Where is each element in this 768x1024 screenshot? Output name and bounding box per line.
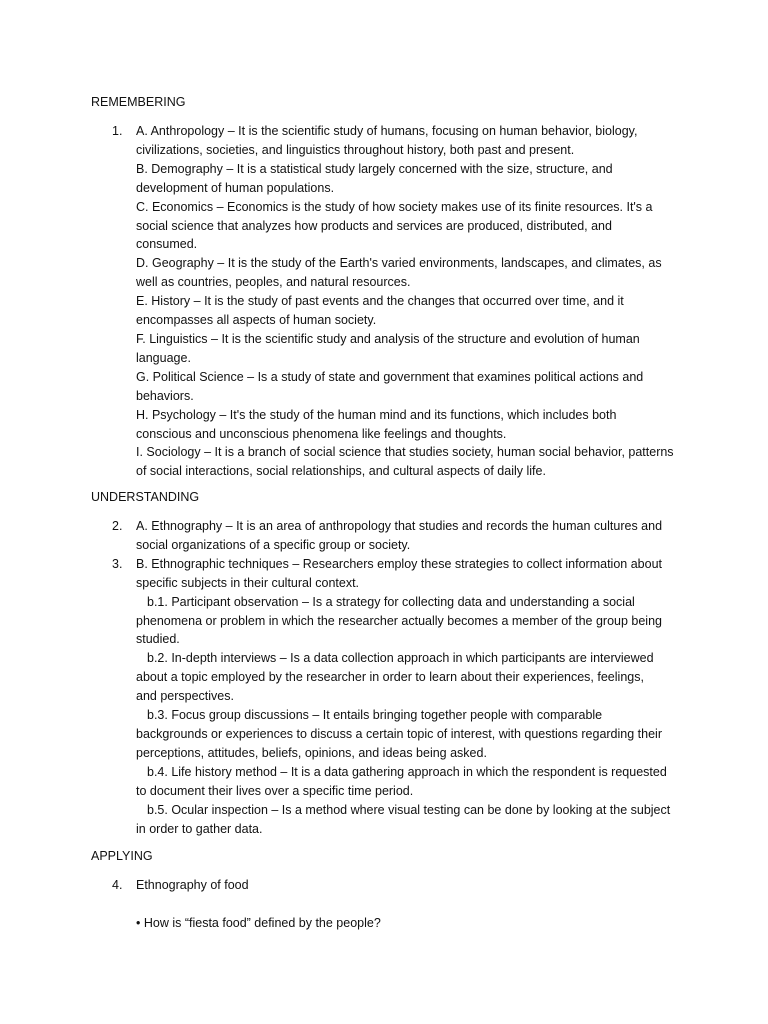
- definition-line: social science that analyzes how products and services are produced, distributed, and: [136, 218, 612, 233]
- list-item-number: 3.: [112, 556, 123, 571]
- technique-line: perceptions, attitudes, beliefs, opinions, and ideas being asked.: [136, 745, 487, 760]
- list-item-number: 4.: [112, 878, 123, 892]
- topic-line: Ethnography of food: [136, 878, 249, 892]
- technique-line: b.1. Participant observation – Is a strategy for collecting data and understanding a social: [147, 594, 635, 609]
- technique-line: b.3. Focus group discussions – It entails bringing together people with comparable: [147, 708, 603, 723]
- definition-line: conscious and unconscious phenomena like feelings and thoughts.: [136, 426, 507, 441]
- definition-line: C. Economics – Economics is the study of how society makes use of its finite resources. It's a: [136, 199, 653, 214]
- technique-line: backgrounds or experiences to discuss a certain topic of interest, with questions regarding their: [136, 726, 662, 741]
- list-item: [112, 555, 672, 839]
- section-heading-remembering: REMEMBERING: [91, 95, 186, 109]
- bullet-question: • How is “fiesta food” defined by the people?: [136, 916, 381, 930]
- technique-line: about a topic employed by the researcher in order to learn about their experiences, feelings,: [136, 670, 644, 685]
- list-item-number: 1.: [112, 124, 123, 138]
- definition-line: H. Psychology – It's the study of the human mind and its functions, which includes both: [136, 407, 617, 422]
- technique-line: studied.: [136, 632, 180, 647]
- definition-line: consumed.: [136, 237, 198, 252]
- definition-line: F. Linguistics – It is the scientific study and analysis of the structure and evolution of human: [136, 331, 640, 346]
- definition-line: B. Demography – It is a statistical study largely concerned with the size, structure, and: [136, 161, 613, 176]
- list-item: [112, 122, 672, 481]
- technique-line: and perspectives.: [136, 689, 234, 704]
- section-heading-understanding: UNDERSTANDING: [91, 490, 200, 504]
- list-understanding: [112, 517, 672, 838]
- technique-line: to document their lives over a specific time period.: [136, 783, 414, 798]
- definition-line: I. Sociology – It is a branch of social science that studies society, human social behavior, patterns: [136, 445, 674, 460]
- definition-line: encompasses all aspects of human society.: [136, 313, 377, 328]
- definition-line: social organizations of a specific group or society.: [136, 537, 411, 552]
- definition-line: behaviors.: [136, 388, 194, 403]
- definition-line: development of human populations.: [136, 180, 335, 195]
- list-item-number: 2.: [112, 519, 123, 533]
- technique-line: b.5. Ocular inspection – Is a method where visual testing can be done by looking at the subject: [147, 802, 671, 817]
- list-item: [112, 517, 672, 555]
- definition-line: of social interactions, social relationships, and cultural aspects of daily life.: [136, 464, 546, 479]
- technique-line: b.4. Life history method – It is a data gathering approach in which the respondent is requested: [147, 764, 667, 779]
- technique-line: phenomena or problem in which the researcher actually becomes a member of the group being: [136, 613, 662, 628]
- definition-line: G. Political Science – Is a study of state and government that examines political actions and: [136, 369, 644, 384]
- technique-line: in order to gather data.: [136, 821, 263, 836]
- definition-line: civilizations, societies, and linguistics throughout history, both past and present.: [136, 142, 575, 157]
- definition-line: D. Geography – It is the study of the Earth's varied environments, landscapes, and climates, as: [136, 256, 662, 271]
- list-applying: [112, 876, 672, 895]
- definition-line: well as countries, peoples, and natural resources.: [136, 275, 411, 290]
- section-heading-applying: APPLYING: [91, 849, 153, 863]
- list-item: [112, 876, 672, 895]
- definition-line: A. Ethnography – It is an area of anthropology that studies and records the human cultures and: [136, 519, 663, 533]
- definition-line: language.: [136, 350, 191, 365]
- definition-line: B. Ethnographic techniques – Researchers employ these strategies to collect information about: [136, 556, 662, 571]
- definition-line: E. History – It is the study of past events and the changes that occurred over time, and it: [136, 294, 624, 309]
- definition-line: specific subjects in their cultural context.: [136, 575, 360, 590]
- technique-line: b.2. In-depth interviews – Is a data collection approach in which participants are interviewed: [147, 651, 654, 666]
- definition-line: A. Anthropology – It is the scientific study of humans, focusing on human behavior, biology,: [136, 124, 638, 138]
- list-remembering: [112, 122, 672, 481]
